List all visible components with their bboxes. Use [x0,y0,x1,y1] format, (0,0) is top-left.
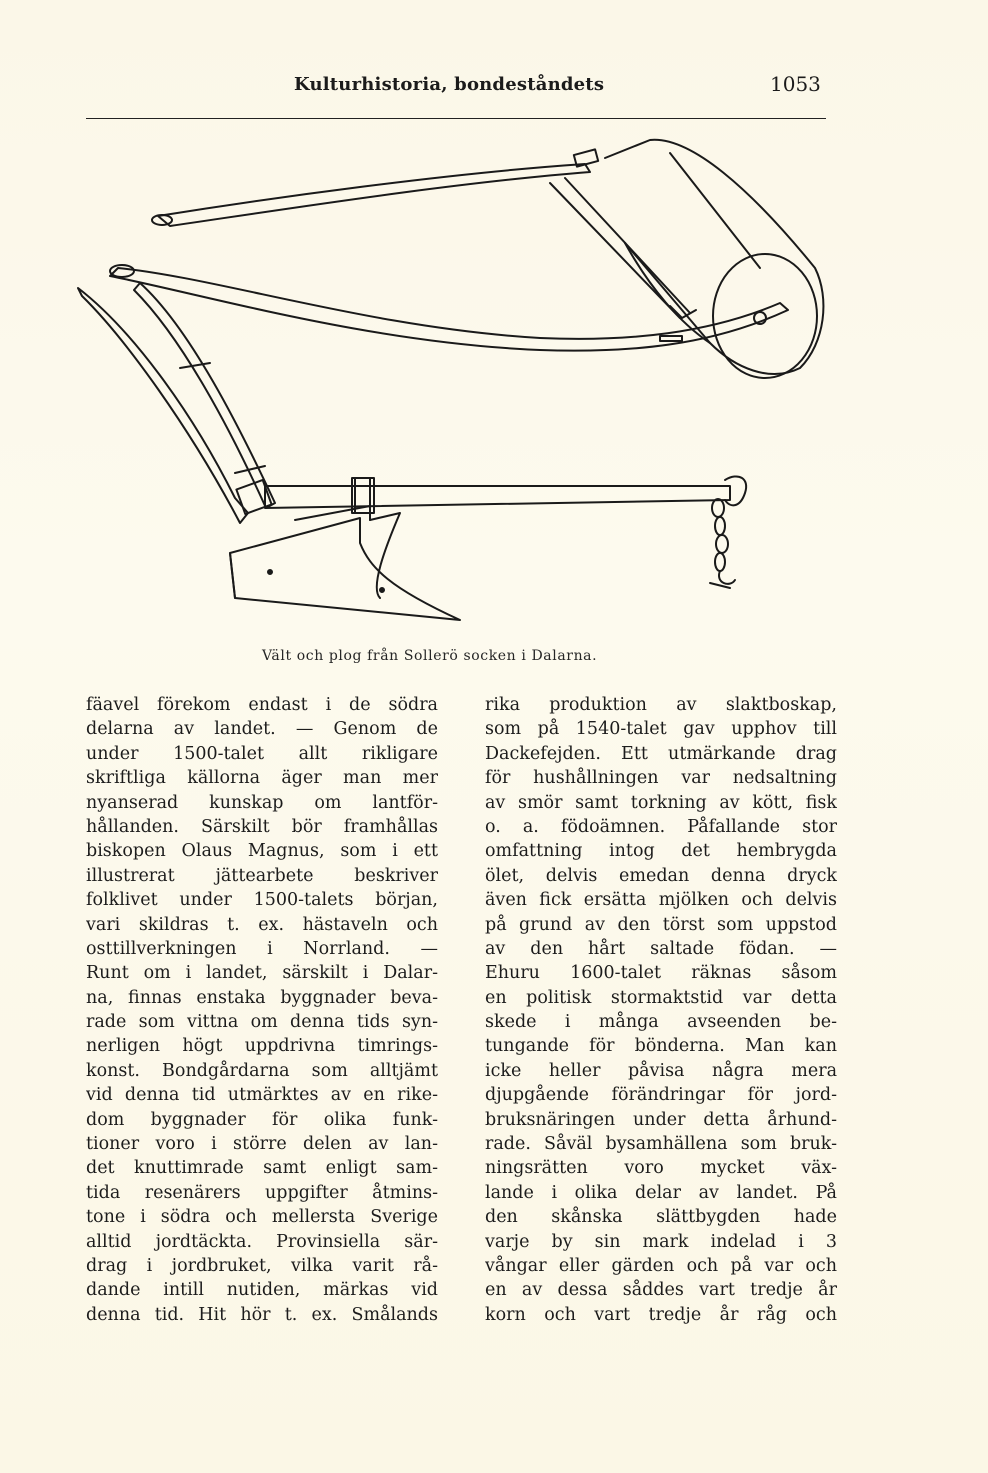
text-column-left [86,693,438,1327]
text-line: Ehuru 1600-talet räknas såsom [485,963,837,984]
text-line: Dackefejden. Ett utmärkande drag [485,743,837,764]
text-line: na, finnas enstaka byggnader beva- [86,987,438,1008]
text-line: denna tid. Hit hör t. ex. Smålands [86,1304,438,1325]
text-column-right [485,693,837,1327]
text-line: tioner voro i större delen av lan- [86,1134,438,1155]
text-line: tungande för bönderna. Man kan [485,1036,837,1057]
text-line: under 1500-talet allt rikligare [86,743,438,764]
text-line: av den hårt saltade födan. — [485,938,837,959]
text-line: omfattning intog det hembrygda [485,841,837,862]
plough-handle-right [134,283,275,508]
text-line: den skånska slättbygden hade [485,1207,837,1228]
text-line: drag i jordbruket, vilka varit rå- [86,1255,438,1276]
figure-caption: Vält och plog från Sollerö socken i Dalarna. [262,648,598,664]
text-line: o. a. födoämnen. Påfallande stor [485,816,837,837]
text-line: som på 1540-talet gav upphov till [485,719,837,740]
plough-and-roller-illustration [70,128,840,628]
text-line: rika produktion av slaktboskap, [485,695,837,715]
text-line: dom byggnader för olika funk- [86,1109,438,1130]
running-header-title: Kulturhistoria, bondeståndets [294,74,605,95]
text-line: nyanserad kunskap om lantför- [86,792,438,813]
text-line: en politisk stormaktstid var detta [485,987,837,1008]
text-line: ölet, delvis emedan denna dryck [485,865,837,886]
text-line: en av dessa såddes vart tredje år [485,1280,837,1301]
text-line: delarna av landet. — Genom de [86,719,438,740]
text-line: hållanden. Särskilt bör framhållas [86,816,438,837]
text-line: alltid jordtäckta. Provinsiella sär- [86,1231,438,1252]
text-line: vid denna tid utmärktes av en rike- [86,1085,438,1106]
text-line: biskopen Olaus Magnus, som i ett [86,841,438,862]
roller-upper-shaft [158,164,590,226]
text-line: ningsrätten voro mycket väx- [485,1158,837,1179]
text-line: skede i många avseenden be- [485,1012,837,1033]
text-line: Runt om i landet, särskilt i Dalar- [86,963,438,984]
text-line: på grund av den törst som uppstod [485,914,837,935]
text-line: av smör samt torkning av kött, fisk [485,792,837,813]
text-line: rade. Såväl bysamhällena som bruk- [485,1134,837,1155]
page-number: 1053 [770,72,821,96]
text-line: korn och vart tredje år råg och [485,1304,837,1325]
text-line: det knuttimrade samt enligt sam- [86,1158,438,1179]
plough-beam [265,486,730,508]
text-line: fäavel förekom endast i de södra [86,695,438,715]
text-line: icke heller påvisa några mera [485,1060,837,1081]
text-line: för hushållningen var nedsaltning [485,768,837,789]
text-line: tida resenärers uppgifter åtmins- [86,1182,438,1203]
text-line: osttillverkningen i Norrland. — [86,938,438,959]
text-line: skriftliga källorna äger man mer [86,768,438,789]
text-line: tone i södra och mellersta Sverige [86,1207,438,1228]
text-line: vångar eller gärden och på var och [485,1255,837,1276]
header-rule [86,118,826,119]
text-line: rade som vittna om denna tids syn- [86,1012,438,1033]
text-line: bruksnäringen under detta århund- [485,1109,837,1130]
text-line: vari skildras t. ex. hästaveln och [86,914,438,935]
text-line: lande i olika delar av landet. På [485,1182,837,1203]
text-line: konst. Bondgårdarna som alltjämt [86,1060,438,1081]
text-line: illustrerat jättearbete beskriver [86,865,438,886]
text-line: djupgående förändringar för jord- [485,1085,837,1106]
text-line: varje by sin mark indelad i 3 [485,1231,837,1252]
text-line: även fick ersätta mjölken och delvis [485,890,837,911]
text-line: dande intill nutiden, märkas vid [86,1280,438,1301]
plough-share [230,518,460,620]
text-line: nerligen högt uppdrivna timrings- [86,1036,438,1057]
text-line: folklivet under 1500-talets början, [86,890,438,911]
